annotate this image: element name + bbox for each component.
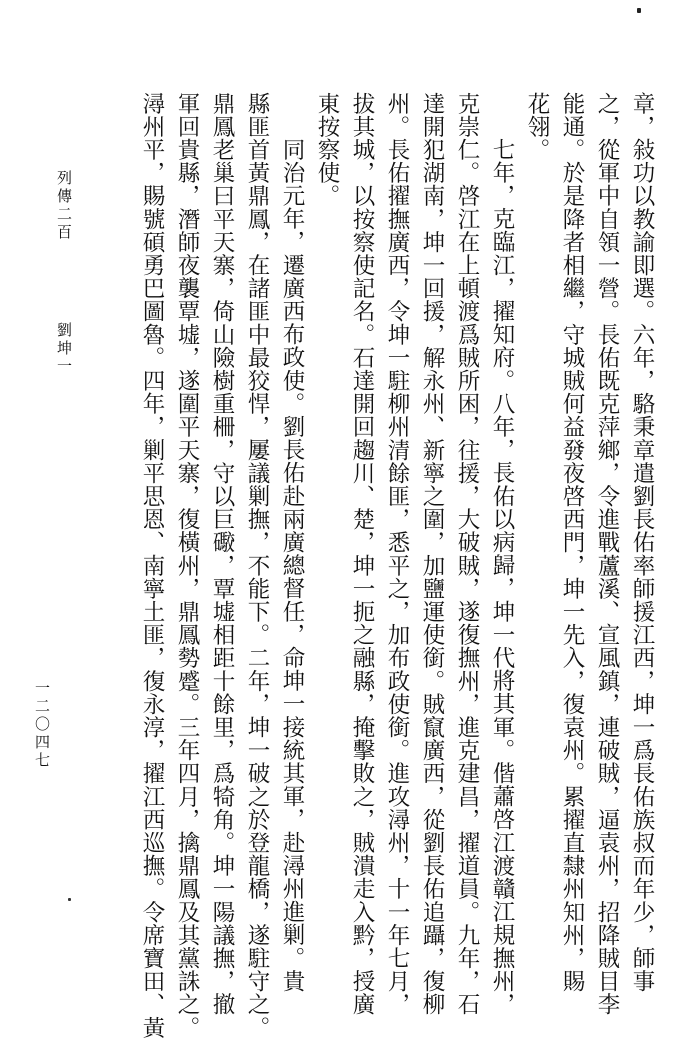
text-column: 達開犯湖南，坤一回援，解永州、新寧之圍，加鹽運使銜。賊竄廣西，從劉長佑追躡，復柳 bbox=[419, 92, 445, 1016]
text-column: 州。長佑擢撫廣西，令坤一駐柳州清餘匪，悉平之，加布政使銜。進攻潯州，十一年七月， bbox=[384, 92, 410, 1016]
running-header bbox=[54, 170, 75, 376]
text-column: 克崇仁。啓江在上頓渡爲賊所困，往援，大破賊，遂復撫州，進克建昌，擢道員。九年，石 bbox=[454, 92, 480, 1016]
text-column: 軍回貴縣，潛師夜襲覃墟，遂圍平天寨，復橫州，鼎鳳勢蹙。三年四月，擒鼎鳳及其黨誅之。 bbox=[174, 92, 200, 1039]
main-text-block bbox=[134, 92, 659, 1039]
header-subject: 劉坤一 bbox=[55, 321, 73, 376]
text-column: 縣匪首黃鼎鳳，在諸匪中最狡悍，屢議剿撫，不能下。二年，坤一破之於登龍橋，遂駐守之。 bbox=[244, 92, 270, 1039]
page-number: 一二〇四七 bbox=[33, 680, 51, 770]
text-column: 章，敍功以教諭即選。六年，駱秉章遣劉長佑率師援江西，坤一爲長佑族叔而年少，師事 bbox=[629, 92, 655, 993]
text-column: 之，從軍中自領一營。長佑既克萍鄉，令進戰蘆溪、宣風鎮，連破賊，逼袁州，招降賊目李 bbox=[594, 92, 620, 1016]
text-column: 潯州平，賜號碩勇巴圖魯。四年，剿平思恩、南寧土匪，復永淳，擢江西巡撫。令席寶田、黃 bbox=[139, 92, 165, 1039]
text-column: 鼎鳳老巢曰平天寨，倚山險樹重柵，守以巨礮，覃墟相距十餘里，爲犄角。坤一陽議撫，撤 bbox=[209, 92, 235, 1016]
text-column: 東按察使。 bbox=[314, 92, 340, 208]
text-column: 能通。於是降者相繼，守城賊何益發夜啓西門，坤一先入，復袁州。累擢直隸州知州，賜 bbox=[559, 92, 585, 993]
text-column: 拔其城，以按察使記名。石達開回趨川、楚，坤一扼之融縣，掩擊敗之，賊潰走入黔，授廣 bbox=[349, 92, 375, 1016]
scan-speck bbox=[68, 898, 71, 901]
header-section: 列傳二百 bbox=[55, 170, 73, 242]
text-column-paragraph-start: 七年，克臨江，擢知府。八年，長佑以病歸，坤一代將其軍。偕蕭啓江渡贛江規撫州， bbox=[489, 138, 515, 1016]
text-column: 花翎。 bbox=[524, 92, 550, 162]
scan-speck bbox=[637, 8, 641, 13]
text-column-paragraph-start: 同治元年，遷廣西布政使。劉長佑赴兩廣總督任，命坤一接統其軍，赴潯州進剿。貴 bbox=[279, 138, 305, 993]
